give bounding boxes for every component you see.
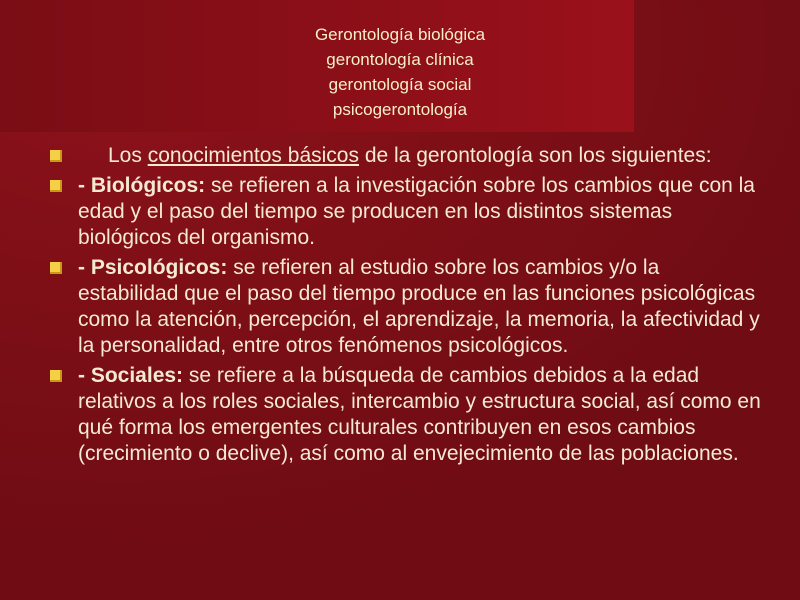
title-line-2: gerontología clínica	[326, 50, 474, 69]
sociales-bullet	[42, 363, 762, 467]
title-line-1: Gerontología biológica	[314, 25, 486, 44]
intro-prefix: Los	[108, 144, 148, 167]
slide-title	[180, 22, 620, 122]
bullet-list	[42, 143, 762, 471]
sociales-term: - Sociales:	[78, 364, 184, 387]
biologicos-text: se refieren a la investigación sobre los cambios que con la edad y el paso del tiempo se producen en los distintos sistemas biológicos del organismo.	[78, 174, 755, 249]
title-line-3: gerontología social	[328, 75, 472, 94]
intro-text	[78, 143, 762, 169]
biologicos-bullet	[42, 173, 762, 251]
intro-bullet	[42, 143, 762, 169]
title-line-4: psicogerontología	[332, 100, 468, 119]
psicologicos-bullet	[42, 255, 762, 359]
square-bullet-icon	[50, 262, 62, 274]
square-bullet-icon	[50, 370, 62, 382]
psicologicos-text: se refieren al estudio sobre los cambios y/o la estabilidad que el paso del tiempo produce en las funciones psicológicas como la atención, percepción, el aprendizaje, la memoria, la afectividad y la personalidad, entre otros fenómenos psicológicos.	[78, 256, 760, 357]
intro-underlined-text: conocimientos básicos	[147, 144, 359, 167]
square-bullet-icon	[50, 180, 62, 192]
sociales-text: se refiere a la búsqueda de cambios debidos a la edad relativos a los roles sociales, intercambio y estructura social, así como en qué forma los emergentes culturales contribuyen en esos cambios (crecimiento o declive), así como al envejecimiento de las poblaciones.	[78, 364, 761, 465]
psicologicos-term: - Psicológicos:	[78, 256, 228, 279]
biologicos-term: - Biológicos:	[78, 174, 206, 197]
intro-suffix: de la gerontología son los siguientes:	[358, 144, 712, 167]
square-bullet-icon	[50, 150, 62, 162]
